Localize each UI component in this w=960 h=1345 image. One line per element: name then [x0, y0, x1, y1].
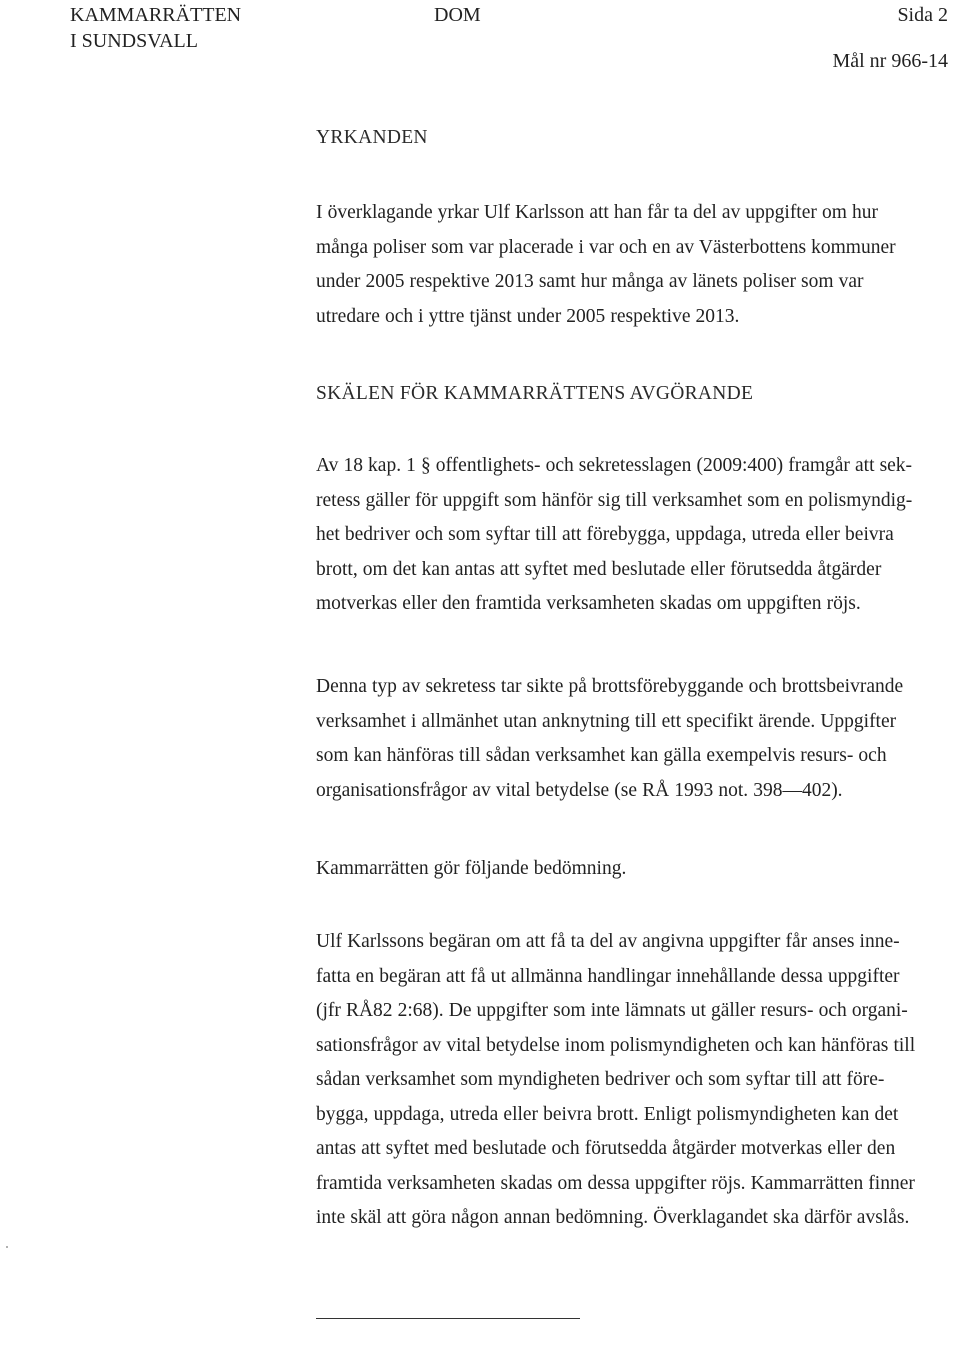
claims-heading: YRKANDEN — [316, 127, 428, 148]
reasons-heading: SKÄLEN FÖR KAMMARRÄTTENS AVGÖRANDE — [316, 383, 754, 404]
text-line: (jfr RÅ82 2:68). De uppgifter som inte lämnats ut gäller resurs- och organi- — [316, 1000, 908, 1021]
court-name — [70, 2, 330, 54]
text-line: antas att syftet med beslutade och förutsedda åtgärder motverkas eller den — [316, 1138, 896, 1159]
text-line: många poliser som var placerade i var och en av Västerbottens kommuner — [316, 236, 896, 258]
text-line: organisationsfrågor av vital betydelse (se RÅ 1993 not. 398—402). — [316, 779, 843, 801]
text-line: Denna typ av sekretess tar sikte på brottsförebyggande och brottsbeivrande — [316, 676, 904, 697]
text-line: Av 18 kap. 1 § offentlighets- och sekretesslagen (2009:400) framgår att sek- — [316, 455, 913, 476]
text-line: utredare och i yttre tjänst under 2005 respektive 2013. — [316, 305, 740, 327]
signature-rule — [316, 1318, 580, 1319]
court-name-line-2: I SUNDSVALL — [70, 30, 198, 52]
text-line: brott, om det kan antas att syftet med beslutade eller förutsedda åtgärder — [316, 558, 882, 580]
text-line: het bedriver och som syftar till att förebygga, uppdaga, utreda eller beivra — [316, 524, 894, 545]
text-line: under 2005 respektive 2013 samt hur många av länets poliser som var — [316, 271, 864, 292]
text-line: sationsfrågor av vital betydelse inom polismyndigheten och kan hänföras till — [316, 1034, 916, 1056]
text-line: framtida verksamheten skadas om dessa uppgifter röjs. Kammarrätten finner — [316, 1172, 915, 1194]
text-line: Ulf Karlssons begäran om att få ta del av angivna uppgifter får anses inne- — [316, 931, 900, 952]
text-line: motverkas eller den framtida verksamheten skadas om uppgiften röjs. — [316, 593, 861, 614]
text-line: som kan hänföras till sådan verksamhet kan gälla exempelvis resurs- och — [316, 745, 887, 766]
claims-paragraph — [316, 196, 952, 334]
assessment-intro — [316, 852, 952, 887]
text-line: Kammarrätten gör följande bedömning. — [316, 858, 627, 879]
case-number: Mål nr 966-14 — [832, 50, 948, 72]
scan-speck — [6, 1246, 8, 1248]
assessment-paragraph — [316, 925, 952, 1236]
text-line: retess gäller för uppgift som hänför sig till verksamhet som en polismyndig- — [316, 489, 913, 511]
text-line: fatta en begäran att få ut allmänna handlingar innehållande dessa uppgifter — [316, 965, 900, 987]
page-number: Sida 2 — [897, 4, 948, 26]
reasons-paragraph-2 — [316, 670, 952, 808]
text-line: verksamhet i allmänhet utan anknytning till ett specifikt ärende. Uppgifter — [316, 710, 897, 732]
text-line: inte skäl att göra någon annan bedömning. Överklagandet ska därför avslås. — [316, 1207, 910, 1228]
reasons-paragraph-1 — [316, 449, 952, 622]
text-line: I överklagande yrkar Ulf Karlsson att han får ta del av uppgifter om hur — [316, 202, 878, 223]
text-line: bygga, uppdaga, utreda eller beivra brott. Enligt polismyndigheten kan det — [316, 1103, 899, 1125]
document-type: DOM — [434, 4, 481, 26]
court-name-line-1: KAMMARRÄTTEN — [70, 4, 242, 26]
text-line: sådan verksamhet som myndigheten bedriver och som syftar till att före- — [316, 1069, 885, 1090]
